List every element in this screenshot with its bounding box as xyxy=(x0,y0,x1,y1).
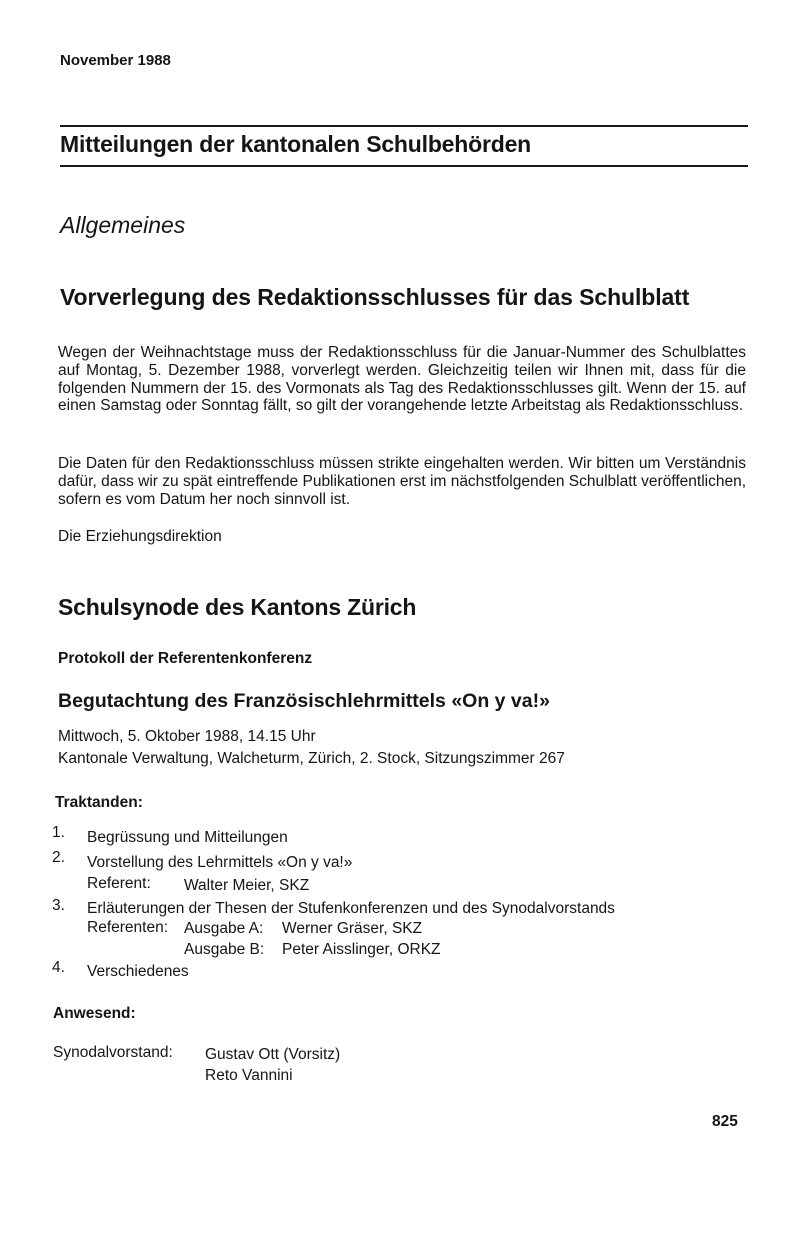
signature: Die Erziehungsdirektion xyxy=(58,528,222,545)
agenda-number: 2. xyxy=(52,849,65,866)
referent-name: Walter Meier, SKZ xyxy=(184,877,310,894)
agenda-item: Begrüssung und Mitteilungen xyxy=(87,829,288,846)
edition-b-referent: Peter Aisslinger, ORKZ xyxy=(282,941,441,958)
present-heading: Anwesend: xyxy=(53,1005,136,1022)
assessment-title: Begutachtung des Französischlehrmittels «On y va!» xyxy=(58,690,550,712)
edition-b-label: Ausgabe B: xyxy=(184,941,265,958)
board-label: Synodalvorstand: xyxy=(53,1044,173,1061)
agenda-item: Vorstellung des Lehrmittels «On y va!» xyxy=(87,854,353,871)
agenda-heading: Traktanden: xyxy=(55,794,143,811)
agenda-number: 4. xyxy=(52,959,65,976)
protocol-heading: Protokoll der Referentenkonferenz xyxy=(58,650,313,667)
meeting-date: Mittwoch, 5. Oktober 1988, 14.15 Uhr xyxy=(58,728,316,745)
board-member: Gustav Ott (Vorsitz) xyxy=(205,1046,341,1063)
agenda-item: Verschiedenes xyxy=(87,963,189,980)
edition-a-referent: Werner Gräser, SKZ xyxy=(282,920,423,937)
referent-label: Referent: xyxy=(87,875,151,892)
title-rule-top xyxy=(60,125,748,127)
subsection-heading: Allgemeines xyxy=(60,212,186,238)
article-title: Vorverlegung des Redaktionsschlusses für das Schulblatt xyxy=(60,284,690,310)
synod-title: Schulsynode des Kantons Zürich xyxy=(58,594,417,620)
title-rule-bottom xyxy=(60,165,748,167)
meeting-place: Kantonale Verwaltung, Walcheturm, Zürich, 2. Stock, Sitzungszimmer 267 xyxy=(58,750,565,767)
page-number: 825 xyxy=(712,1113,738,1130)
edition-a-label: Ausgabe A: xyxy=(184,920,264,937)
paragraph-deadline: Wegen der Weihnachtstage muss der Redaktionsschluss für die Januar-Nummer des Schulblattes auf Montag, 5. Dezember 1988, vorverlegt werden. Gleichzeitig teilen wir Ihnen mit, dass für die folgenden Nummern der 15. des Vormonats als Tag des Redaktionsschlusses gilt. Wenn der 15. auf einen Samstag oder Sonntag fällt, so gilt der vorangehende letzte Arbeitstag als Redaktionsschluss. xyxy=(58,344,746,415)
paragraph-compliance: Die Daten für den Redaktionsschluss müssen strikte eingehalten werden. Wir bitten um Verständnis dafür, dass wir zu spät eintreffende Publikationen erst im nächstfolgenden Schulblatt veröffentlichen, sofern es vom Datum her noch sinnvoll ist. xyxy=(58,455,746,508)
board-member: Reto Vannini xyxy=(205,1067,293,1084)
agenda-number: 3. xyxy=(52,897,65,914)
page-date: November 1988 xyxy=(60,52,171,69)
agenda-number: 1. xyxy=(52,824,65,841)
section-title: Mitteilungen der kantonalen Schulbehörden xyxy=(60,131,532,157)
agenda-item: Erläuterungen der Thesen der Stufenkonferenzen und des Synodalvorstands xyxy=(87,900,615,917)
referent-label: Referenten: xyxy=(87,919,168,936)
